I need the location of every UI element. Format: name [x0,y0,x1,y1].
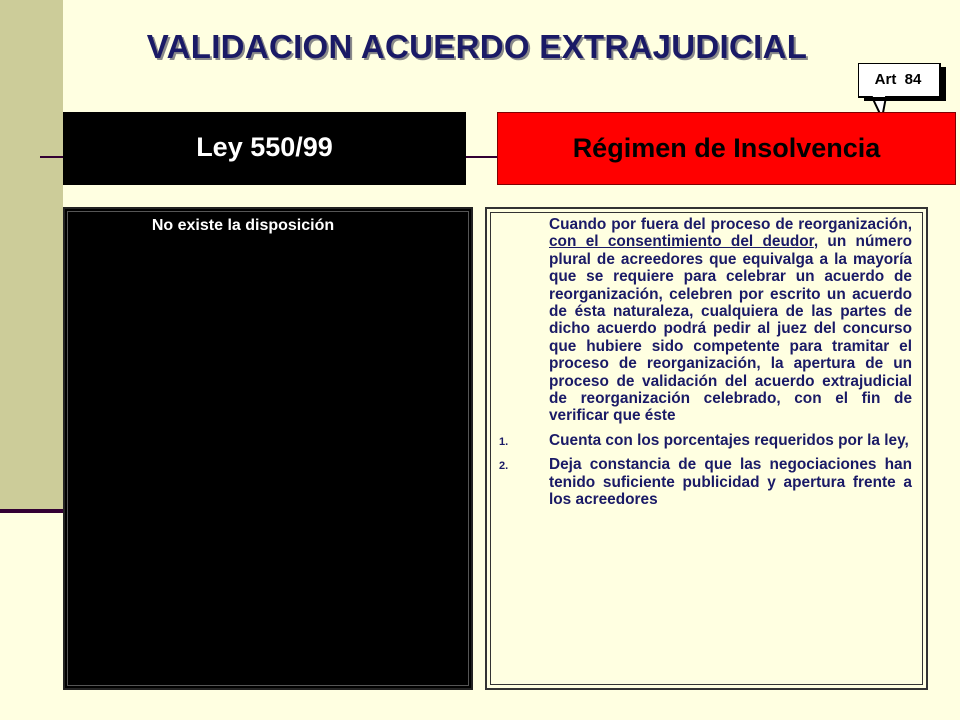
intro-text-underlined: con el consentimiento del deudor [549,233,814,251]
left-decorative-band [0,0,63,510]
right-panel-body [499,216,912,509]
right-panel [485,207,928,690]
list-item-text: Cuenta con los porcentajes requeridos por la ley, [549,431,909,449]
connector-line-left [40,156,63,158]
list-item-number: 1. [499,435,509,448]
page-title-text: VALIDACION ACUERDO EXTRAJUDICIAL [146,28,808,65]
list-item-text: Deja constancia de que las negociaciones han tenido suficiente publicidad y apertura frente a los acreedores [549,456,912,509]
left-panel [63,207,473,690]
header-regimen-insolvencia: Régimen de Insolvencia [497,112,956,185]
band-divider-line [0,509,63,513]
header-ley-550: Ley 550/99 [63,112,466,185]
list-item [499,431,912,449]
connector-line-middle [466,156,497,158]
page-title [0,28,960,66]
article-callout [858,63,948,97]
callout-label: Art 84 [874,71,922,88]
left-panel-text: No existe la disposición [151,217,335,234]
intro-text-rest: , un número plural de acreedores que equivalga a la mayoría que se requiere para celebrar un acuerdo de reorganización, celebren por escrito un acuerdo de ésta naturaleza, cualquiera de las partes de dicho acuerdo podrá pedir al juez del concurso que hubiere sido competente para tramitar el proceso de reorganización, la apertura de un proceso de validación del acuerdo extrajudicial de reorganización celebrado, con el fin de verificar que éste [549,233,912,425]
left-panel-border [67,211,469,686]
intro-text-start: Cuando por fuera del proceso de reorganización, [549,216,912,233]
intro-paragraph [549,216,912,425]
list-item-number: 2. [499,460,509,473]
list-item [499,456,912,509]
